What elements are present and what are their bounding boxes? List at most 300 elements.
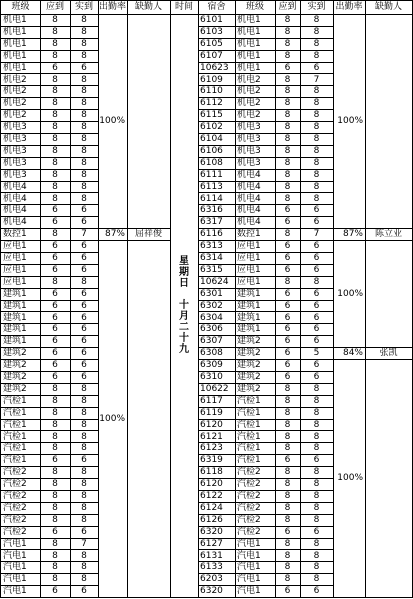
class-cell: 汽检2 — [0, 490, 41, 503]
expected-cell: 6 — [275, 526, 301, 539]
present-cell: 8 — [300, 466, 334, 479]
expected-cell: 6 — [275, 359, 301, 372]
present-cell: 6 — [300, 264, 334, 277]
present-cell: 8 — [300, 550, 334, 563]
present-cell: 8 — [70, 145, 99, 158]
present-cell: 6 — [300, 371, 334, 384]
expected-cell: 6 — [40, 359, 71, 372]
header-rate: 出勤率 — [333, 0, 366, 15]
present-cell: 7 — [300, 228, 334, 241]
present-cell: 6 — [300, 240, 334, 253]
present-cell: 6 — [70, 347, 99, 360]
present-cell: 8 — [70, 276, 99, 289]
attendance-rate-cell: 100% — [98, 14, 128, 229]
dorm-cell: 6316 — [198, 204, 236, 217]
dorm-cell: 10623 — [198, 62, 236, 75]
present-cell: 8 — [300, 109, 334, 122]
expected-cell: 8 — [275, 538, 301, 551]
dorm-cell: 6115 — [198, 109, 236, 122]
present-cell: 8 — [70, 561, 99, 574]
dorm-cell: 6101 — [198, 14, 236, 27]
class-cell: 应电1 — [0, 276, 41, 289]
present-cell: 6 — [70, 323, 99, 336]
expected-cell: 6 — [275, 300, 301, 313]
class-cell: 建筑1 — [0, 312, 41, 325]
present-cell: 6 — [70, 454, 99, 467]
dorm-cell: 6314 — [198, 252, 236, 265]
dorm-cell: 6121 — [198, 431, 236, 444]
class-cell: 建筑1 — [0, 323, 41, 336]
dorm-cell: 6112 — [198, 97, 236, 110]
expected-cell: 8 — [40, 383, 71, 396]
dorm-cell: 6131 — [198, 550, 236, 563]
class-cell: 机电3 — [0, 133, 41, 146]
expected-cell: 8 — [275, 74, 301, 87]
present-cell: 8 — [70, 14, 99, 27]
class-cell: 机电1 — [235, 38, 276, 51]
expected-cell: 8 — [40, 538, 71, 551]
expected-cell: 8 — [275, 395, 301, 408]
dorm-cell: 6109 — [198, 74, 236, 87]
class-cell: 汽检2 — [235, 466, 276, 479]
present-cell: 8 — [300, 431, 334, 444]
expected-cell: 6 — [40, 323, 71, 336]
class-cell: 汽检1 — [235, 454, 276, 467]
present-cell: 8 — [70, 383, 99, 396]
expected-cell: 8 — [275, 193, 301, 206]
dorm-cell: 6108 — [198, 157, 236, 170]
present-cell: 8 — [300, 133, 334, 146]
present-cell: 6 — [300, 216, 334, 229]
expected-cell: 8 — [40, 38, 71, 51]
expected-cell: 8 — [275, 181, 301, 194]
class-cell: 机电2 — [235, 97, 276, 110]
dorm-cell: 10624 — [198, 276, 236, 289]
class-cell: 机电2 — [0, 109, 41, 122]
present-cell: 8 — [300, 97, 334, 110]
class-cell: 机电1 — [235, 50, 276, 63]
present-cell: 6 — [300, 204, 334, 217]
class-cell: 汽检1 — [0, 431, 41, 444]
present-cell: 8 — [300, 442, 334, 455]
present-cell: 8 — [70, 133, 99, 146]
expected-cell: 6 — [40, 62, 71, 75]
class-cell: 数控1 — [0, 228, 41, 241]
expected-cell: 6 — [40, 526, 71, 539]
header-class: 班级 — [0, 0, 41, 15]
class-cell: 机电3 — [235, 121, 276, 134]
dorm-cell: 6111 — [198, 169, 236, 182]
attendance-rate-cell: 87% — [98, 228, 128, 241]
absentee-cell: 陈立业 — [365, 228, 413, 241]
present-cell: 8 — [70, 74, 99, 87]
expected-cell: 8 — [40, 181, 71, 194]
class-cell: 建筑2 — [0, 347, 41, 360]
class-cell: 建筑2 — [0, 359, 41, 372]
expected-cell: 8 — [40, 550, 71, 563]
present-cell: 8 — [300, 573, 334, 586]
class-cell: 建筑1 — [0, 300, 41, 313]
class-cell: 汽电1 — [0, 561, 41, 574]
expected-cell: 6 — [275, 585, 301, 598]
class-cell: 机电2 — [0, 74, 41, 87]
expected-cell: 6 — [40, 252, 71, 265]
present-cell: 8 — [300, 561, 334, 574]
present-cell: 8 — [70, 109, 99, 122]
dorm-cell: 6315 — [198, 264, 236, 277]
present-cell: 8 — [300, 169, 334, 182]
present-cell: 6 — [70, 371, 99, 384]
present-cell: 6 — [70, 335, 99, 348]
class-cell: 机电4 — [0, 204, 41, 217]
present-cell: 7 — [70, 538, 99, 551]
expected-cell: 8 — [40, 133, 71, 146]
class-cell: 机电3 — [235, 157, 276, 170]
dorm-cell: 6313 — [198, 240, 236, 253]
class-cell: 机电1 — [0, 26, 41, 39]
dorm-cell: 6307 — [198, 335, 236, 348]
class-cell: 建筑1 — [235, 312, 276, 325]
expected-cell: 8 — [275, 157, 301, 170]
expected-cell: 6 — [275, 347, 301, 360]
expected-cell: 8 — [275, 50, 301, 63]
present-cell: 8 — [300, 514, 334, 527]
class-cell: 汽电1 — [235, 561, 276, 574]
expected-cell: 8 — [40, 121, 71, 134]
expected-cell: 8 — [275, 26, 301, 39]
expected-cell: 8 — [275, 561, 301, 574]
expected-cell: 8 — [275, 133, 301, 146]
dorm-cell: 6319 — [198, 454, 236, 467]
present-cell: 8 — [70, 395, 99, 408]
class-cell: 汽电1 — [235, 538, 276, 551]
present-cell: 8 — [300, 407, 334, 420]
expected-cell: 6 — [40, 216, 71, 229]
expected-cell: 8 — [40, 50, 71, 63]
expected-cell: 6 — [40, 347, 71, 360]
dorm-cell: 10622 — [198, 383, 236, 396]
class-cell: 机电4 — [0, 216, 41, 229]
present-cell: 8 — [300, 181, 334, 194]
expected-cell: 8 — [40, 442, 71, 455]
present-cell: 8 — [300, 50, 334, 63]
expected-cell: 8 — [40, 193, 71, 206]
class-cell: 机电4 — [235, 181, 276, 194]
present-cell: 7 — [300, 74, 334, 87]
attendance-rate-cell: 87% — [333, 228, 366, 241]
expected-cell: 6 — [40, 312, 71, 325]
present-cell: 8 — [300, 121, 334, 134]
dorm-cell: 6301 — [198, 288, 236, 301]
dorm-cell: 6203 — [198, 573, 236, 586]
expected-cell: 8 — [40, 466, 71, 479]
class-cell: 汽检1 — [235, 419, 276, 432]
present-cell: 6 — [300, 335, 334, 348]
expected-cell: 8 — [40, 431, 71, 444]
time-cell — [170, 14, 199, 598]
class-cell: 建筑1 — [235, 323, 276, 336]
dorm-cell: 6122 — [198, 490, 236, 503]
class-cell: 汽检1 — [0, 419, 41, 432]
dorm-cell: 6123 — [198, 442, 236, 455]
expected-cell: 8 — [275, 502, 301, 515]
class-cell: 建筑2 — [0, 383, 41, 396]
present-cell: 8 — [70, 442, 99, 455]
class-cell: 数控1 — [235, 228, 276, 241]
expected-cell: 6 — [275, 204, 301, 217]
expected-cell: 8 — [275, 38, 301, 51]
dorm-cell: 6107 — [198, 50, 236, 63]
dorm-cell: 6114 — [198, 193, 236, 206]
present-cell: 8 — [70, 478, 99, 491]
expected-cell: 6 — [275, 323, 301, 336]
absentee-cell — [365, 359, 413, 598]
class-cell: 汽检1 — [235, 431, 276, 444]
expected-cell: 8 — [40, 145, 71, 158]
class-cell: 汽检1 — [0, 454, 41, 467]
present-cell: 6 — [70, 288, 99, 301]
expected-cell: 8 — [40, 514, 71, 527]
class-cell: 汽检2 — [0, 502, 41, 515]
class-cell: 汽电1 — [0, 573, 41, 586]
present-cell: 8 — [70, 419, 99, 432]
attendance-rate-cell: 100% — [333, 359, 366, 598]
present-cell: 6 — [70, 204, 99, 217]
header-expected: 应到 — [275, 0, 301, 15]
present-cell: 6 — [70, 240, 99, 253]
dorm-cell: 6133 — [198, 561, 236, 574]
present-cell: 8 — [300, 26, 334, 39]
present-cell: 8 — [70, 85, 99, 98]
class-cell: 机电4 — [235, 169, 276, 182]
class-cell: 机电2 — [235, 85, 276, 98]
time-char: 星 — [179, 256, 189, 268]
dorm-cell: 6310 — [198, 371, 236, 384]
attendance-rate-cell: 100% — [333, 14, 366, 229]
dorm-cell: 6104 — [198, 133, 236, 146]
expected-cell: 8 — [40, 169, 71, 182]
expected-cell: 8 — [40, 478, 71, 491]
expected-cell: 8 — [275, 121, 301, 134]
class-cell: 汽电1 — [235, 550, 276, 563]
class-cell: 汽检1 — [235, 407, 276, 420]
expected-cell: 8 — [275, 145, 301, 158]
expected-cell: 8 — [40, 502, 71, 515]
class-cell: 应电1 — [0, 252, 41, 265]
expected-cell: 6 — [275, 264, 301, 277]
present-cell: 8 — [300, 478, 334, 491]
attendance-rate-cell: 100% — [98, 240, 128, 598]
class-cell: 机电4 — [0, 181, 41, 194]
class-cell: 汽检1 — [0, 407, 41, 420]
class-cell: 机电1 — [0, 38, 41, 51]
present-cell: 6 — [300, 454, 334, 467]
expected-cell: 8 — [275, 478, 301, 491]
present-cell: 6 — [300, 62, 334, 75]
expected-cell: 6 — [40, 240, 71, 253]
dorm-cell: 6320 — [198, 526, 236, 539]
class-cell: 机电3 — [235, 133, 276, 146]
expected-cell: 6 — [275, 62, 301, 75]
present-cell: 8 — [70, 466, 99, 479]
dorm-cell: 6304 — [198, 312, 236, 325]
present-cell: 6 — [300, 323, 334, 336]
expected-cell: 8 — [275, 169, 301, 182]
present-cell: 6 — [70, 264, 99, 277]
time-char: 日 — [179, 278, 189, 290]
class-cell: 汽电1 — [235, 585, 276, 598]
expected-cell: 6 — [40, 288, 71, 301]
expected-cell: 8 — [40, 14, 71, 27]
present-cell: 8 — [70, 169, 99, 182]
dorm-cell: 6103 — [198, 26, 236, 39]
dorm-cell: 6118 — [198, 466, 236, 479]
header-expected: 应到 — [40, 0, 71, 15]
expected-cell: 6 — [275, 454, 301, 467]
expected-cell: 6 — [40, 264, 71, 277]
expected-cell: 8 — [275, 276, 301, 289]
present-cell: 8 — [70, 550, 99, 563]
dorm-cell: 6117 — [198, 395, 236, 408]
present-cell: 6 — [70, 252, 99, 265]
present-cell: 6 — [300, 300, 334, 313]
expected-cell: 8 — [40, 573, 71, 586]
header-present: 实到 — [300, 0, 334, 15]
time-char: 九 — [179, 344, 189, 356]
dorm-cell: 6105 — [198, 38, 236, 51]
absentee-cell — [365, 14, 413, 229]
expected-cell: 8 — [40, 561, 71, 574]
class-cell: 汽检2 — [0, 526, 41, 539]
present-cell: 8 — [300, 538, 334, 551]
expected-cell: 6 — [40, 335, 71, 348]
class-cell: 机电2 — [0, 85, 41, 98]
present-cell: 8 — [70, 26, 99, 39]
class-cell: 机电3 — [0, 121, 41, 134]
present-cell: 6 — [300, 585, 334, 598]
present-cell: 8 — [70, 50, 99, 63]
class-cell: 建筑1 — [235, 300, 276, 313]
present-cell: 8 — [300, 383, 334, 396]
class-cell: 汽检2 — [235, 526, 276, 539]
attendance-rate-cell: 84% — [333, 347, 366, 360]
expected-cell: 6 — [275, 252, 301, 265]
class-cell: 汽检2 — [0, 466, 41, 479]
expected-cell: 8 — [40, 97, 71, 110]
expected-cell: 8 — [275, 442, 301, 455]
expected-cell: 8 — [275, 85, 301, 98]
expected-cell: 6 — [275, 312, 301, 325]
class-cell: 机电2 — [235, 74, 276, 87]
present-cell: 8 — [70, 431, 99, 444]
dorm-cell: 6120 — [198, 419, 236, 432]
class-cell: 机电4 — [0, 193, 41, 206]
class-cell: 汽检1 — [235, 442, 276, 455]
dorm-cell: 6306 — [198, 323, 236, 336]
present-cell: 8 — [70, 514, 99, 527]
dorm-cell: 6110 — [198, 85, 236, 98]
present-cell: 8 — [300, 490, 334, 503]
expected-cell: 8 — [275, 228, 301, 241]
time-char: 十 — [179, 333, 189, 345]
present-cell: 8 — [70, 502, 99, 515]
dorm-cell: 6106 — [198, 145, 236, 158]
expected-cell: 8 — [275, 419, 301, 432]
expected-cell: 8 — [40, 228, 71, 241]
class-cell: 机电4 — [235, 193, 276, 206]
class-cell: 汽检2 — [235, 490, 276, 503]
class-cell: 建筑1 — [0, 335, 41, 348]
present-cell: 8 — [70, 193, 99, 206]
dorm-cell: 6119 — [198, 407, 236, 420]
class-cell: 汽检2 — [0, 478, 41, 491]
expected-cell: 8 — [40, 85, 71, 98]
expected-cell: 6 — [275, 240, 301, 253]
time-char — [182, 289, 185, 300]
present-cell: 6 — [300, 312, 334, 325]
class-cell: 机电1 — [0, 50, 41, 63]
class-cell: 汽检1 — [235, 395, 276, 408]
time-char: 月 — [179, 311, 189, 323]
expected-cell: 8 — [275, 383, 301, 396]
class-cell: 应电1 — [0, 240, 41, 253]
class-cell: 建筑2 — [235, 359, 276, 372]
class-cell: 建筑2 — [235, 371, 276, 384]
present-cell: 7 — [70, 228, 99, 241]
class-cell: 应电1 — [0, 264, 41, 277]
absentee-cell — [127, 240, 171, 598]
class-cell: 机电1 — [235, 26, 276, 39]
dorm-cell: 6124 — [198, 502, 236, 515]
class-cell: 应电1 — [235, 264, 276, 277]
present-cell: 8 — [70, 97, 99, 110]
present-cell: 6 — [70, 300, 99, 313]
class-cell: 汽电1 — [0, 538, 41, 551]
class-cell: 机电1 — [235, 14, 276, 27]
class-cell: 建筑2 — [235, 383, 276, 396]
expected-cell: 8 — [40, 109, 71, 122]
header-absent: 缺勤人 — [127, 0, 171, 15]
present-cell: 8 — [70, 121, 99, 134]
expected-cell: 8 — [275, 14, 301, 27]
dorm-cell: 6308 — [198, 347, 236, 360]
present-cell: 6 — [300, 526, 334, 539]
expected-cell: 6 — [275, 335, 301, 348]
expected-cell: 8 — [40, 157, 71, 170]
expected-cell: 6 — [40, 585, 71, 598]
class-cell: 机电3 — [0, 157, 41, 170]
present-cell: 8 — [300, 395, 334, 408]
present-cell: 8 — [300, 157, 334, 170]
present-cell: 6 — [70, 526, 99, 539]
expected-cell: 8 — [40, 395, 71, 408]
time-char: 期 — [179, 267, 189, 279]
class-cell: 汽电1 — [0, 550, 41, 563]
dorm-cell: 6127 — [198, 538, 236, 551]
present-cell: 6 — [300, 288, 334, 301]
dorm-cell: 6116 — [198, 228, 236, 241]
expected-cell: 6 — [40, 204, 71, 217]
dorm-cell: 6317 — [198, 216, 236, 229]
class-cell: 建筑2 — [235, 335, 276, 348]
class-cell: 汽检2 — [0, 514, 41, 527]
time-char: 二 — [179, 322, 189, 334]
present-cell: 8 — [300, 419, 334, 432]
expected-cell: 8 — [40, 419, 71, 432]
expected-cell: 8 — [40, 490, 71, 503]
header-dorm: 宿舍 — [198, 0, 236, 15]
expected-cell: 6 — [275, 216, 301, 229]
